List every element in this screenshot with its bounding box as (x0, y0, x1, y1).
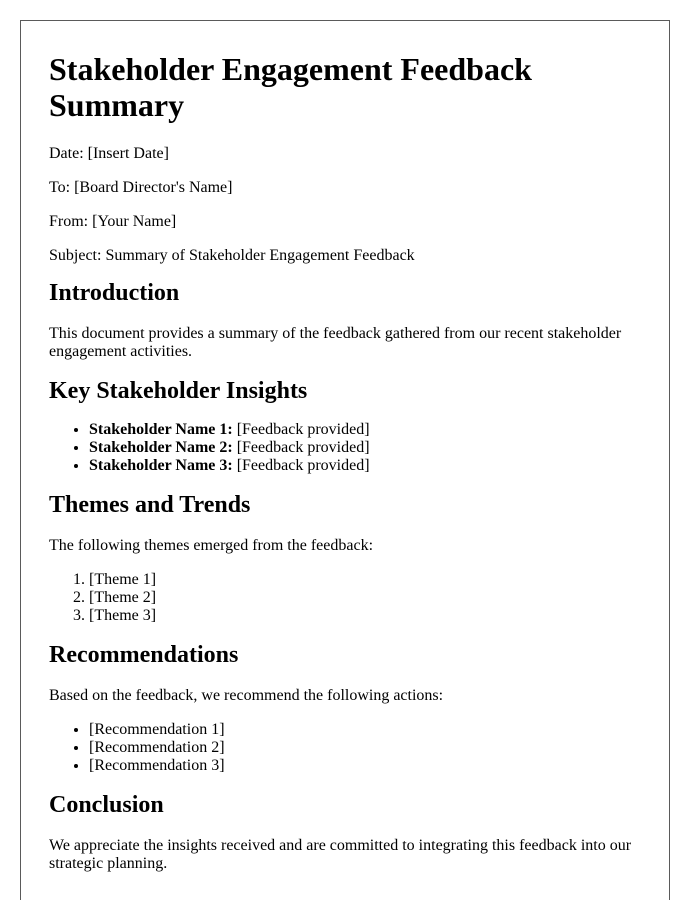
theme-item: 2. [Theme 2] (89, 589, 649, 607)
insight-item (89, 421, 649, 439)
from-line: From: [Your Name] (49, 213, 177, 230)
document-title: Stakeholder Engagement Feedback Summary (49, 51, 532, 123)
stakeholder-name: Stakeholder Name 2: (89, 439, 233, 456)
recommendation-item: • [Recommendation 1] (89, 721, 649, 739)
insights-heading: Key Stakeholder Insights (49, 378, 308, 404)
introduction-heading: Introduction (49, 280, 180, 306)
insights-list (49, 421, 649, 475)
memo-header (49, 145, 649, 265)
themes-intro: The following themes emerged from the feedback: (49, 537, 374, 554)
to-line: To: [Board Director's Name] (49, 179, 233, 196)
recommendation-item: • [Recommendation 3] (89, 757, 649, 775)
conclusion-heading: Conclusion (49, 792, 164, 818)
stakeholder-name: Stakeholder Name 1: (89, 421, 233, 438)
themes-list (49, 571, 649, 625)
stakeholder-feedback: [Feedback provided] (232, 439, 370, 456)
themes-heading: Themes and Trends (49, 492, 251, 518)
recommendations-intro: Based on the feedback, we recommend the following actions: (49, 687, 444, 704)
insight-item (89, 457, 649, 475)
introduction-text: This document provides a summary of the feedback gathered from our recent stakeholder engagement activities. (49, 325, 622, 360)
theme-item: 3. [Theme 3] (89, 607, 649, 625)
stakeholder-feedback: [Feedback provided] (232, 457, 370, 474)
recommendations-heading: Recommendations (49, 642, 239, 668)
stakeholder-name: Stakeholder Name 3: (89, 457, 233, 474)
date-line: Date: [Insert Date] (49, 145, 169, 162)
subject-line: Subject: Summary of Stakeholder Engagement Feedback (49, 247, 415, 264)
recommendation-item: • [Recommendation 2] (89, 739, 649, 757)
conclusion-text: We appreciate the insights received and are committed to integrating this feedback into our strategic planning. (49, 837, 632, 872)
insight-item (89, 439, 649, 457)
theme-item: 1. [Theme 1] (89, 571, 649, 589)
recommendations-list (49, 721, 649, 775)
stakeholder-feedback: [Feedback provided] (232, 421, 370, 438)
document-page (20, 20, 670, 900)
